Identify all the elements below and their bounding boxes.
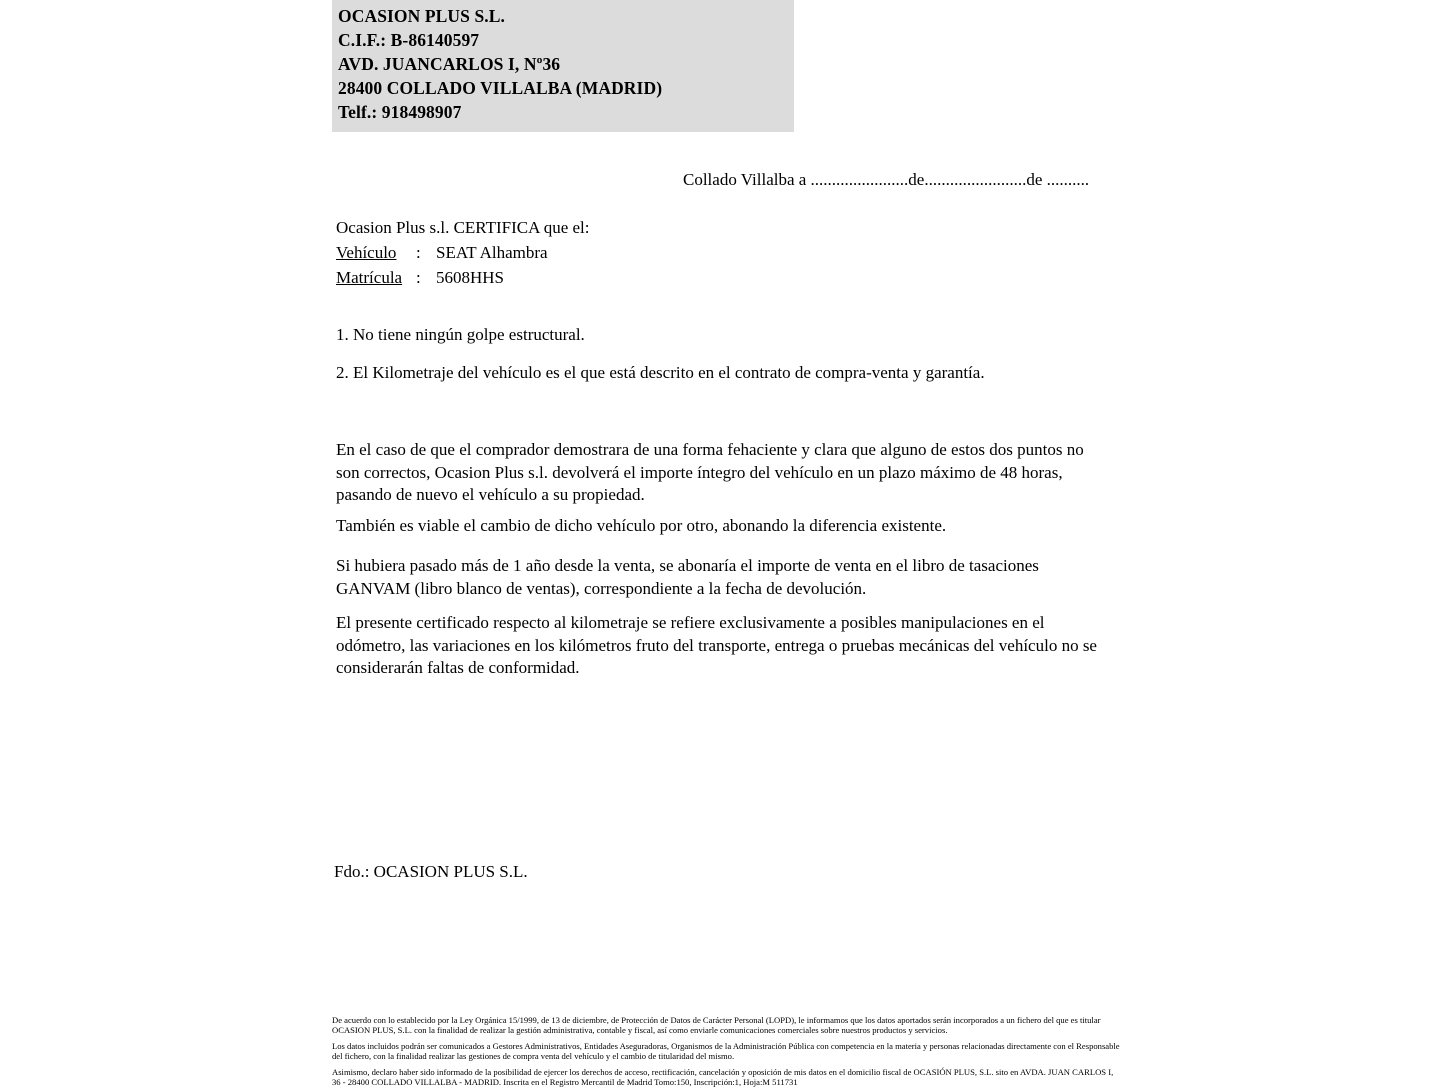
vehicle-field-value: SEAT Alhambra: [436, 243, 548, 262]
legal-notice-paragraph-3: Asimismo, declaro haber sido informado de la posibilidad de ejercer los derechos de acceso, rectificación, cancelación y oposición de mis datos en el domicilio fiscal de OCASIÓN PLUS, S.L. sito en AVDA. JUAN CARLOS I, 36 - 28400 COLLADO VILLALBA - MADRID. Inscrita en el Registro Mercantil de Madrid Tomo:150, Inscripción:1, Hoja:M 511731: [332, 1066, 1114, 1087]
certification-block: [336, 215, 590, 290]
letterhead-address: AVD. JUANCARLOS I, Nº36: [338, 54, 561, 74]
vehicle-field-row: [336, 240, 590, 265]
legal-notice-block: [332, 1015, 1122, 1087]
letterhead-city: 28400 COLLADO VILLALBA (MADRID): [338, 78, 663, 98]
legal-notice-paragraph-2: Los datos incluidos podrán ser comunicados a Gestores Administrativos, Entidades Aseguradoras, Organismos de la Administración Pública con competencia en la materia y personas relacionadas directamente con el Responsable del fichero, con la finalidad realizar las gestiones de compra venta del vehículo y el cambio de titularidad del mismo.: [332, 1040, 1120, 1062]
letterhead-block: [332, 0, 794, 132]
plate-field-row: [336, 265, 590, 290]
legal-notice-paragraph-1: De acuerdo con lo establecido por la Ley Orgánica 15/1999, de 13 de diciembre, de Protección de Datos de Carácter Personal (LOPD), le informamos que los datos aportados serán incorporados a un fichero del que es titular OCASION PLUS, S.L. con la finalidad de realizar la gestión administrativa, contable y fiscal, así como enviarle comunicaciones comerciales sobre nuestros productos y servicios.: [332, 1015, 1101, 1036]
plate-field-separator: :: [416, 268, 421, 287]
vehicle-field-label: Vehículo: [336, 243, 397, 262]
body-paragraph-2: También es viable el cambio de dicho vehículo por otro, abonando la diferencia existente.: [336, 516, 947, 535]
letterhead-company-name: OCASION PLUS S.L.: [338, 6, 506, 26]
vehicle-field-separator: :: [416, 243, 421, 262]
letterhead-phone: Telf.: 918498907: [338, 102, 462, 122]
certification-intro: Ocasion Plus s.l. CERTIFICA que el:: [336, 218, 590, 237]
body-paragraph-1: En el caso de que el comprador demostrara de una forma fehaciente y clara que alguno de estos dos puntos no son correctos, Ocasion Plus s.l. devolverá el importe íntegro del vehículo en un plazo máximo de 48 horas, pasando de nuevo el vehículo a su propiedad.: [336, 440, 1084, 504]
plate-field-value: 5608HHS: [436, 268, 505, 287]
body-paragraph-4: El presente certificado respecto al kilometraje se refiere exclusivamente a posibles manipulaciones en el odómetro, las variaciones en los kilómetros fruto del transporte, entrega o pruebas mecánicas del vehículo no se considerarán faltas de conformidad.: [336, 613, 1097, 677]
body-paragraph-3: Si hubiera pasado más de 1 año desde la venta, se abonaría el importe de venta en el libro de tasaciones GANVAM (libro blanco de ventas), correspondiente a la fecha de devolución.: [336, 556, 1039, 598]
plate-field-label: Matrícula: [336, 268, 403, 287]
certification-point-2: 2. El Kilometraje del vehículo es el que está descrito en el contrato de compra-venta y garantía.: [336, 363, 985, 382]
certification-point-1: 1. No tiene ningún golpe estructural.: [336, 325, 585, 344]
place-date-line: Collado Villalba a .......................de........................de ..........: [683, 170, 1090, 189]
letterhead-cif: C.I.F.: B-86140597: [338, 30, 480, 50]
signature-line: Fdo.: OCASION PLUS S.L.: [334, 862, 528, 881]
